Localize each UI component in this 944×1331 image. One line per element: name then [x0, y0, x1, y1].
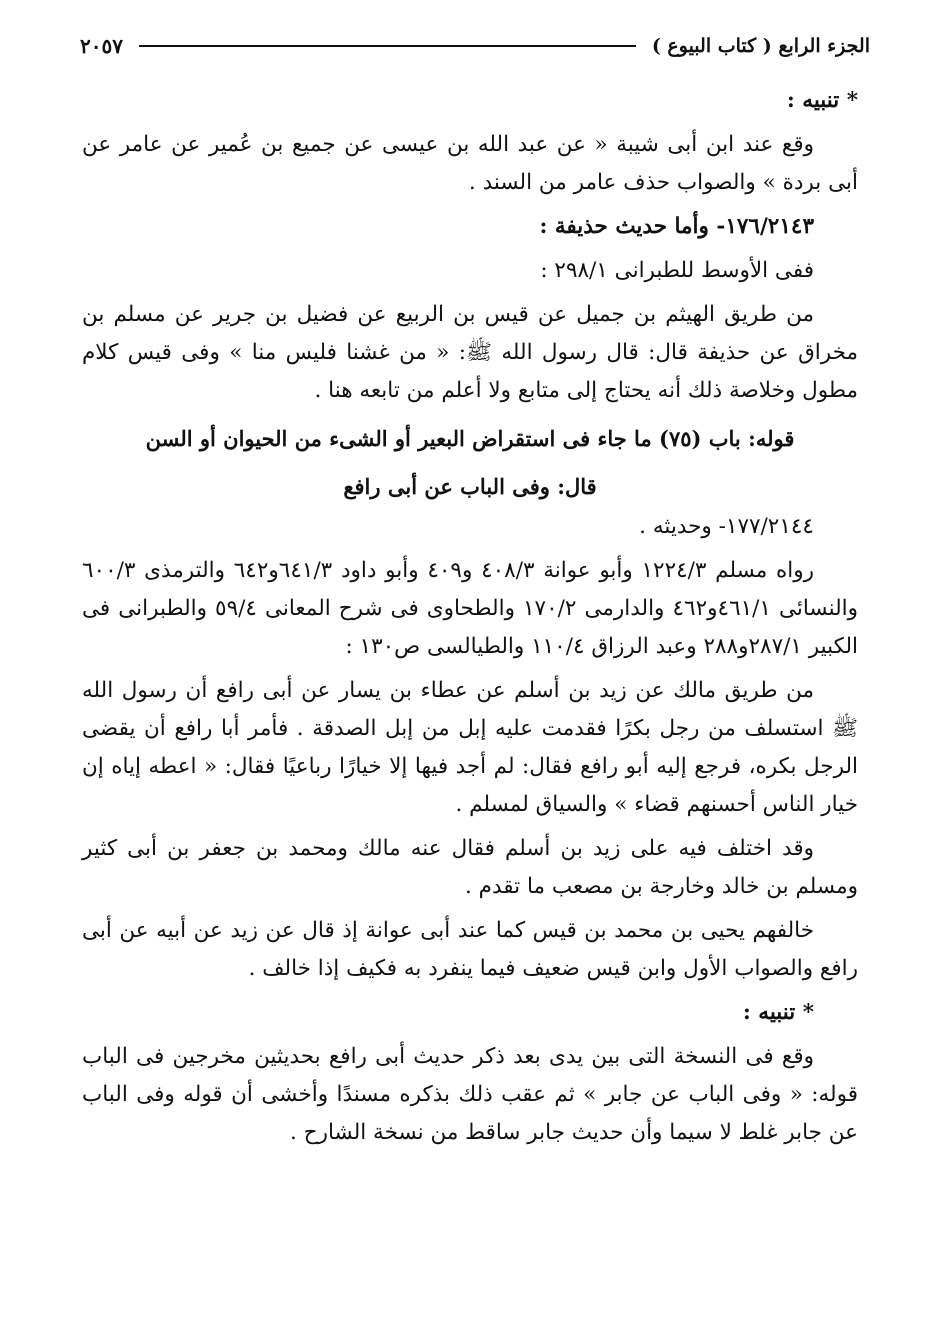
hadith-heading: ١٧٦/٢١٤٣- وأما حديث حذيفة :: [539, 214, 814, 239]
paragraph: رواه مسلم ١٢٢٤/٣ وأبو عوانة ٤٠٨/٣ و٤٠٩ وأبو داود ٦٤١/٣و٦٤٢ والترمذى ٦٠٠/٣ والنسائى ٤٦١/١و٤٦٢ والدارمى ١٧٠/٢ والطحاوى فى شرح المعانى ٥٩/٤ والطبرانى فى الكبير ٢٨٧/١و٢٨٨ وعبد الرزاق ١١٠/٤ والطيالسى ص١٣٠ :: [82, 558, 859, 659]
paragraph: وقع فى النسخة التى بين يدى بعد ذكر حديث أبى رافع بحديثين مخرجين فى الباب قوله: « وفى الباب عن جابر » ثم عقب ذلك بذكره مسندًا وأخشى أن قوله وفى الباب عن جابر غلط لا سيما وأن حديث جابر ساقط من نسخة الشارح .: [82, 1044, 858, 1145]
paragraph: ففى الأوسط للطبرانى ٢٩٨/١ :: [540, 258, 814, 283]
chapter-heading: قوله: باب (٧٥) ما جاء فى استقراض البعير أو الشىء من الحيوان أو السن: [145, 426, 795, 451]
hadith-number-line: ١٧٧/٢١٤٤- وحديثه .: [639, 514, 814, 539]
running-title: الجزء الرابع ( كتاب البيوع ): [651, 35, 870, 57]
paragraph: من طريق مالك عن زيد بن أسلم عن عطاء بن يسار عن أبى رافع أن رسول الله ﷺ استسلف من رجل بكرًا فقدمت عليه إبل من إبل الصدقة . فأمر أبا رافع أن يقضى الرجل بكره، فرجع إليه أبو رافع فقال: لم أجد فيها إلا خيارًا رباعيًا فقال: « اعطه إياه إن خيار الناس أحسنهم قضاء » والسياق لمسلم .: [82, 678, 858, 817]
paragraph: وقد اختلف فيه على زيد بن أسلم فقال عنه مالك ومحمد بن جعفر بن أبى كثير ومسلم بن خالد وخارجة بن مصعب ما تقدم .: [82, 836, 858, 899]
page-number: ٢٠٥٧: [80, 34, 123, 58]
paragraph: من طريق الهيثم بن جميل عن قيس بن الربيع عن فضيل بن جرير عن مسلم بن مخراق عن حذيفة قال: قال رسول الله ﷺ: « من غشنا فليس منا » وفى قيس كلام مطول وخلاصة ذلك أنه يحتاج إلى متابع ولا أعلم من تابعه هنا .: [82, 302, 858, 403]
page-header: [80, 26, 870, 66]
paragraph: وقع عند ابن أبى شيبة « عن عبد الله بن عيسى عن جميع بن عُمير عن عامر عن أبى بردة » والصواب حذف عامر من السند .: [82, 132, 858, 195]
header-rule: [139, 45, 636, 47]
chapter-subheading: قال: وفى الباب عن أبى رافع: [343, 474, 597, 499]
note-heading: * تنبيه :: [742, 1000, 814, 1025]
note-heading: * تنبيه :: [786, 88, 858, 113]
page-body: [82, 82, 858, 1158]
paragraph: خالفهم يحيى بن محمد بن قيس كما عند أبى عوانة إذ قال عن زيد عن أبيه عن أبى رافع والصواب الأول وابن قيس ضعيف فيما ينفرد به فكيف إذا خالف .: [82, 918, 858, 981]
